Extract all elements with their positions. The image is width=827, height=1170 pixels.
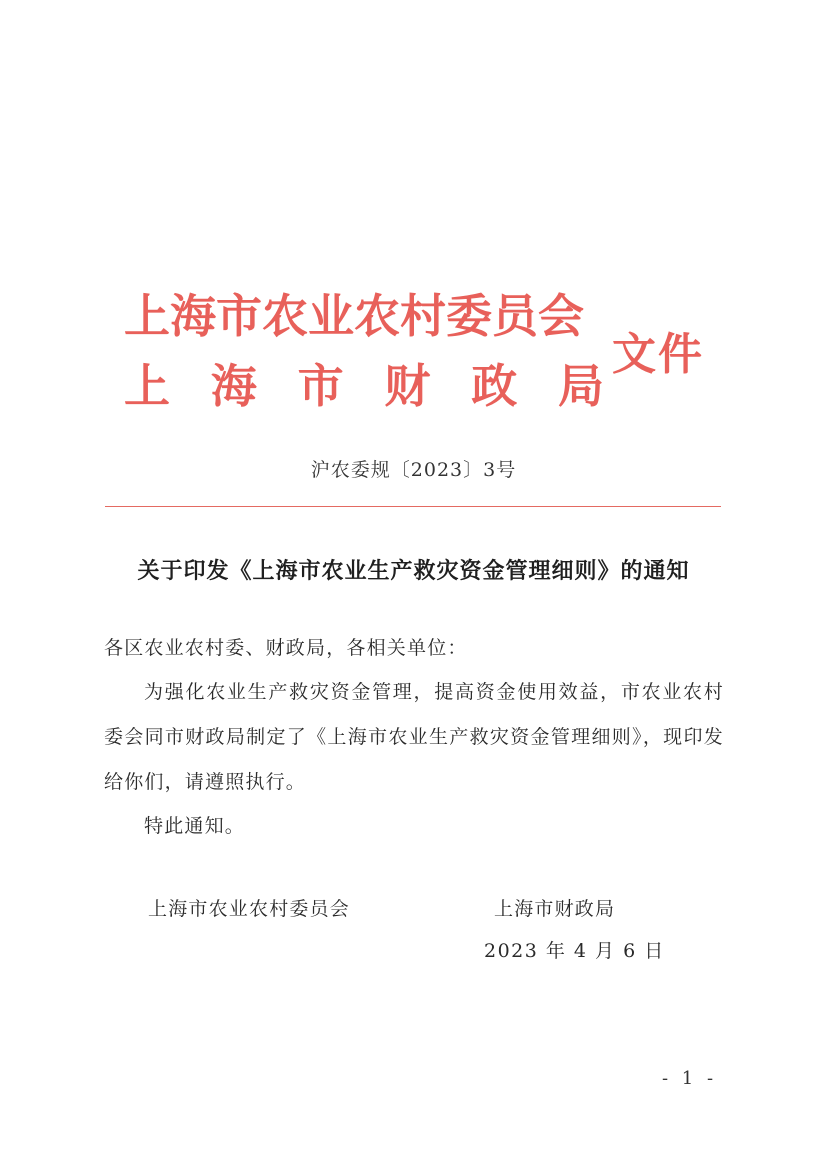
issuer-finance-bureau xyxy=(124,350,604,416)
issuer-finance-char: 政 xyxy=(471,359,518,413)
body-paragraph: 为强化农业生产救灾资金管理，提高资金使用效益，市农业农村委会同市财政局制定了《上海市农业生产救灾资金管理细则》，现印发给你们，请遵照执行。 xyxy=(104,681,724,793)
issue-date: 2023 年 4 月 6 日 xyxy=(484,940,665,962)
document-title: 关于印发《上海市农业生产救灾资金管理细则》的通知 xyxy=(137,558,690,584)
page-number: - 1 - xyxy=(662,1068,718,1089)
document-type-label: 文件 xyxy=(612,329,704,380)
document-header xyxy=(124,272,714,412)
red-separator-line xyxy=(105,506,721,507)
issuer-finance-char: 上 xyxy=(124,359,170,413)
signer-agriculture-commission: 上海市农业农村委员会 xyxy=(148,898,351,920)
issuer-finance-char: 局 xyxy=(557,359,604,413)
document-number: 沪农委规〔2023〕3号 xyxy=(310,459,517,481)
issuer-finance-char: 海 xyxy=(210,359,257,413)
signer-finance-bureau: 上海市财政局 xyxy=(494,898,616,920)
closing-remark: 特此通知。 xyxy=(144,815,246,837)
issuer-agriculture-commission: 上海市农业农村委员会 xyxy=(124,289,584,343)
issuer-finance-char: 财 xyxy=(384,359,431,413)
issuer-finance-char: 市 xyxy=(297,359,344,413)
salutation: 各区农业农村委、财政局，各相关单位： xyxy=(104,637,468,659)
